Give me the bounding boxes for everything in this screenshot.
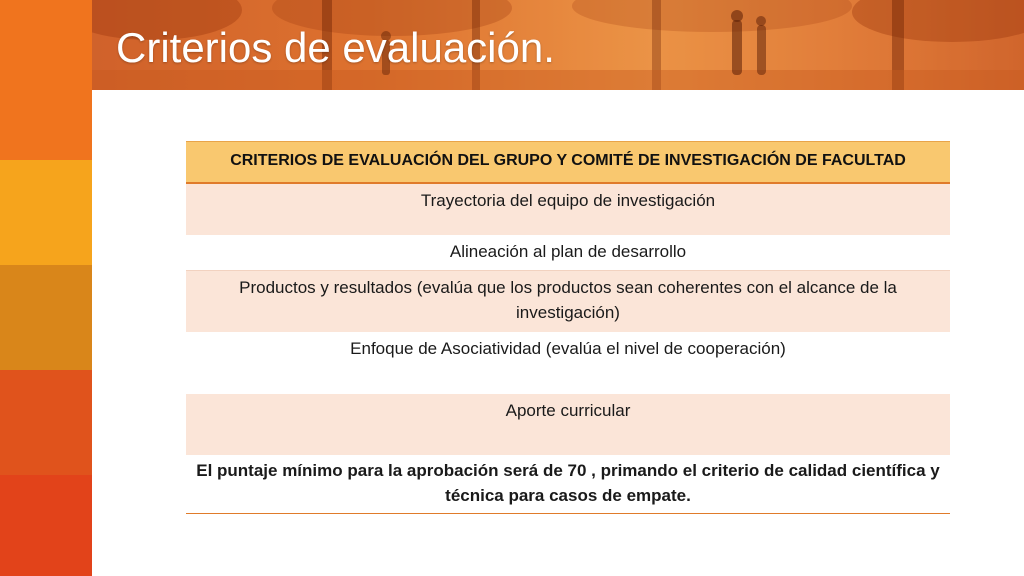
stripe-red-orange (0, 370, 92, 475)
evaluation-criteria-table (186, 141, 950, 514)
table-header: CRITERIOS DE EVALUACIÓN DEL GRUPO Y COMITÉ DE INVESTIGACIÓN DE FACULTAD (186, 141, 950, 184)
stripe-yellow (0, 160, 92, 265)
table-row: Trayectoria del equipo de investigación (186, 184, 950, 235)
stripe-orange (0, 0, 92, 160)
table-row: Enfoque de Asociatividad (evalúa el nivel de cooperación) (186, 332, 950, 394)
stripe-red (0, 475, 92, 576)
table-row: Aporte curricular (186, 394, 950, 455)
table-row: Alineación al plan de desarrollo (186, 235, 950, 270)
slide-title: Criterios de evaluación. (116, 24, 555, 71)
table-footer-note: El puntaje mínimo para la aprobación será de 70 , primando el criterio de calidad científica y técnica para casos de empate. (186, 455, 950, 514)
stripe-amber (0, 265, 92, 370)
table-row: Productos y resultados (evalúa que los productos sean coherentes con el alcance de la investigación) (186, 270, 950, 332)
left-color-stripes (0, 0, 92, 576)
